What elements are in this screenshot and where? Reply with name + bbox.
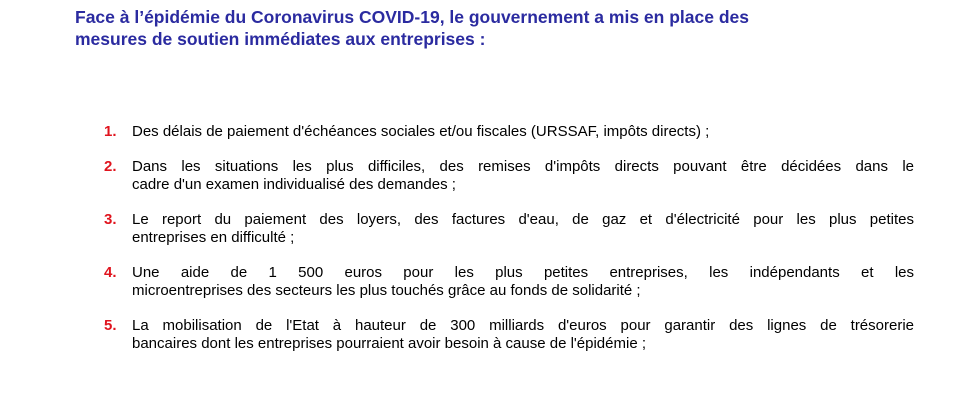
list-item-number: 2.: [104, 158, 117, 175]
list-item-line: Dans les situations les plus difficiles, des remises d'impôts directs pouvant être décidées dans le: [132, 158, 914, 175]
list-item-text: [132, 211, 914, 247]
page-title: [75, 6, 935, 50]
list-item-line: Des délais de paiement d'échéances sociales et/ou fiscales (URSSAF, impôts directs) ;: [132, 123, 710, 140]
list-item-text: [132, 158, 914, 194]
list-item-number: 4.: [104, 264, 117, 281]
list-item-text: [132, 123, 914, 141]
list-item-1: [104, 123, 914, 141]
list-item-line: bancaires dont les entreprises pourraient avoir besoin à cause de l'épidémie ;: [132, 335, 646, 352]
list-item-text: [132, 317, 914, 353]
list-item-line: La mobilisation de l'Etat à hauteur de 300 milliards d'euros pour garantir des lignes de trésorerie: [132, 317, 914, 334]
list-item-line: Le report du paiement des loyers, des factures d'eau, de gaz et d'électricité pour les plus petites: [132, 211, 914, 228]
list-item-line: microentreprises des secteurs les plus touchés grâce au fonds de solidarité ;: [132, 282, 641, 299]
list-item-4: [104, 264, 914, 300]
list-item-line: cadre d'un examen individualisé des demandes ;: [132, 176, 456, 193]
list-item-text: [132, 264, 914, 300]
list-item-2: [104, 158, 914, 194]
list-item-number: 1.: [104, 123, 117, 140]
title-line-2: mesures de soutien immédiates aux entreprises :: [75, 29, 486, 49]
list-item-5: [104, 317, 914, 353]
list-item-number: 3.: [104, 211, 117, 228]
list-item-number: 5.: [104, 317, 117, 334]
list-item-line: Une aide de 1 500 euros pour les plus petites entreprises, les indépendants et les: [132, 264, 914, 281]
list-item-3: [104, 211, 914, 247]
title-line-1: Face à l’épidémie du Coronavirus COVID-19, le gouvernement a mis en place des: [75, 7, 749, 27]
list-item-line: entreprises en difficulté ;: [132, 229, 295, 246]
measures-list: [104, 123, 914, 353]
